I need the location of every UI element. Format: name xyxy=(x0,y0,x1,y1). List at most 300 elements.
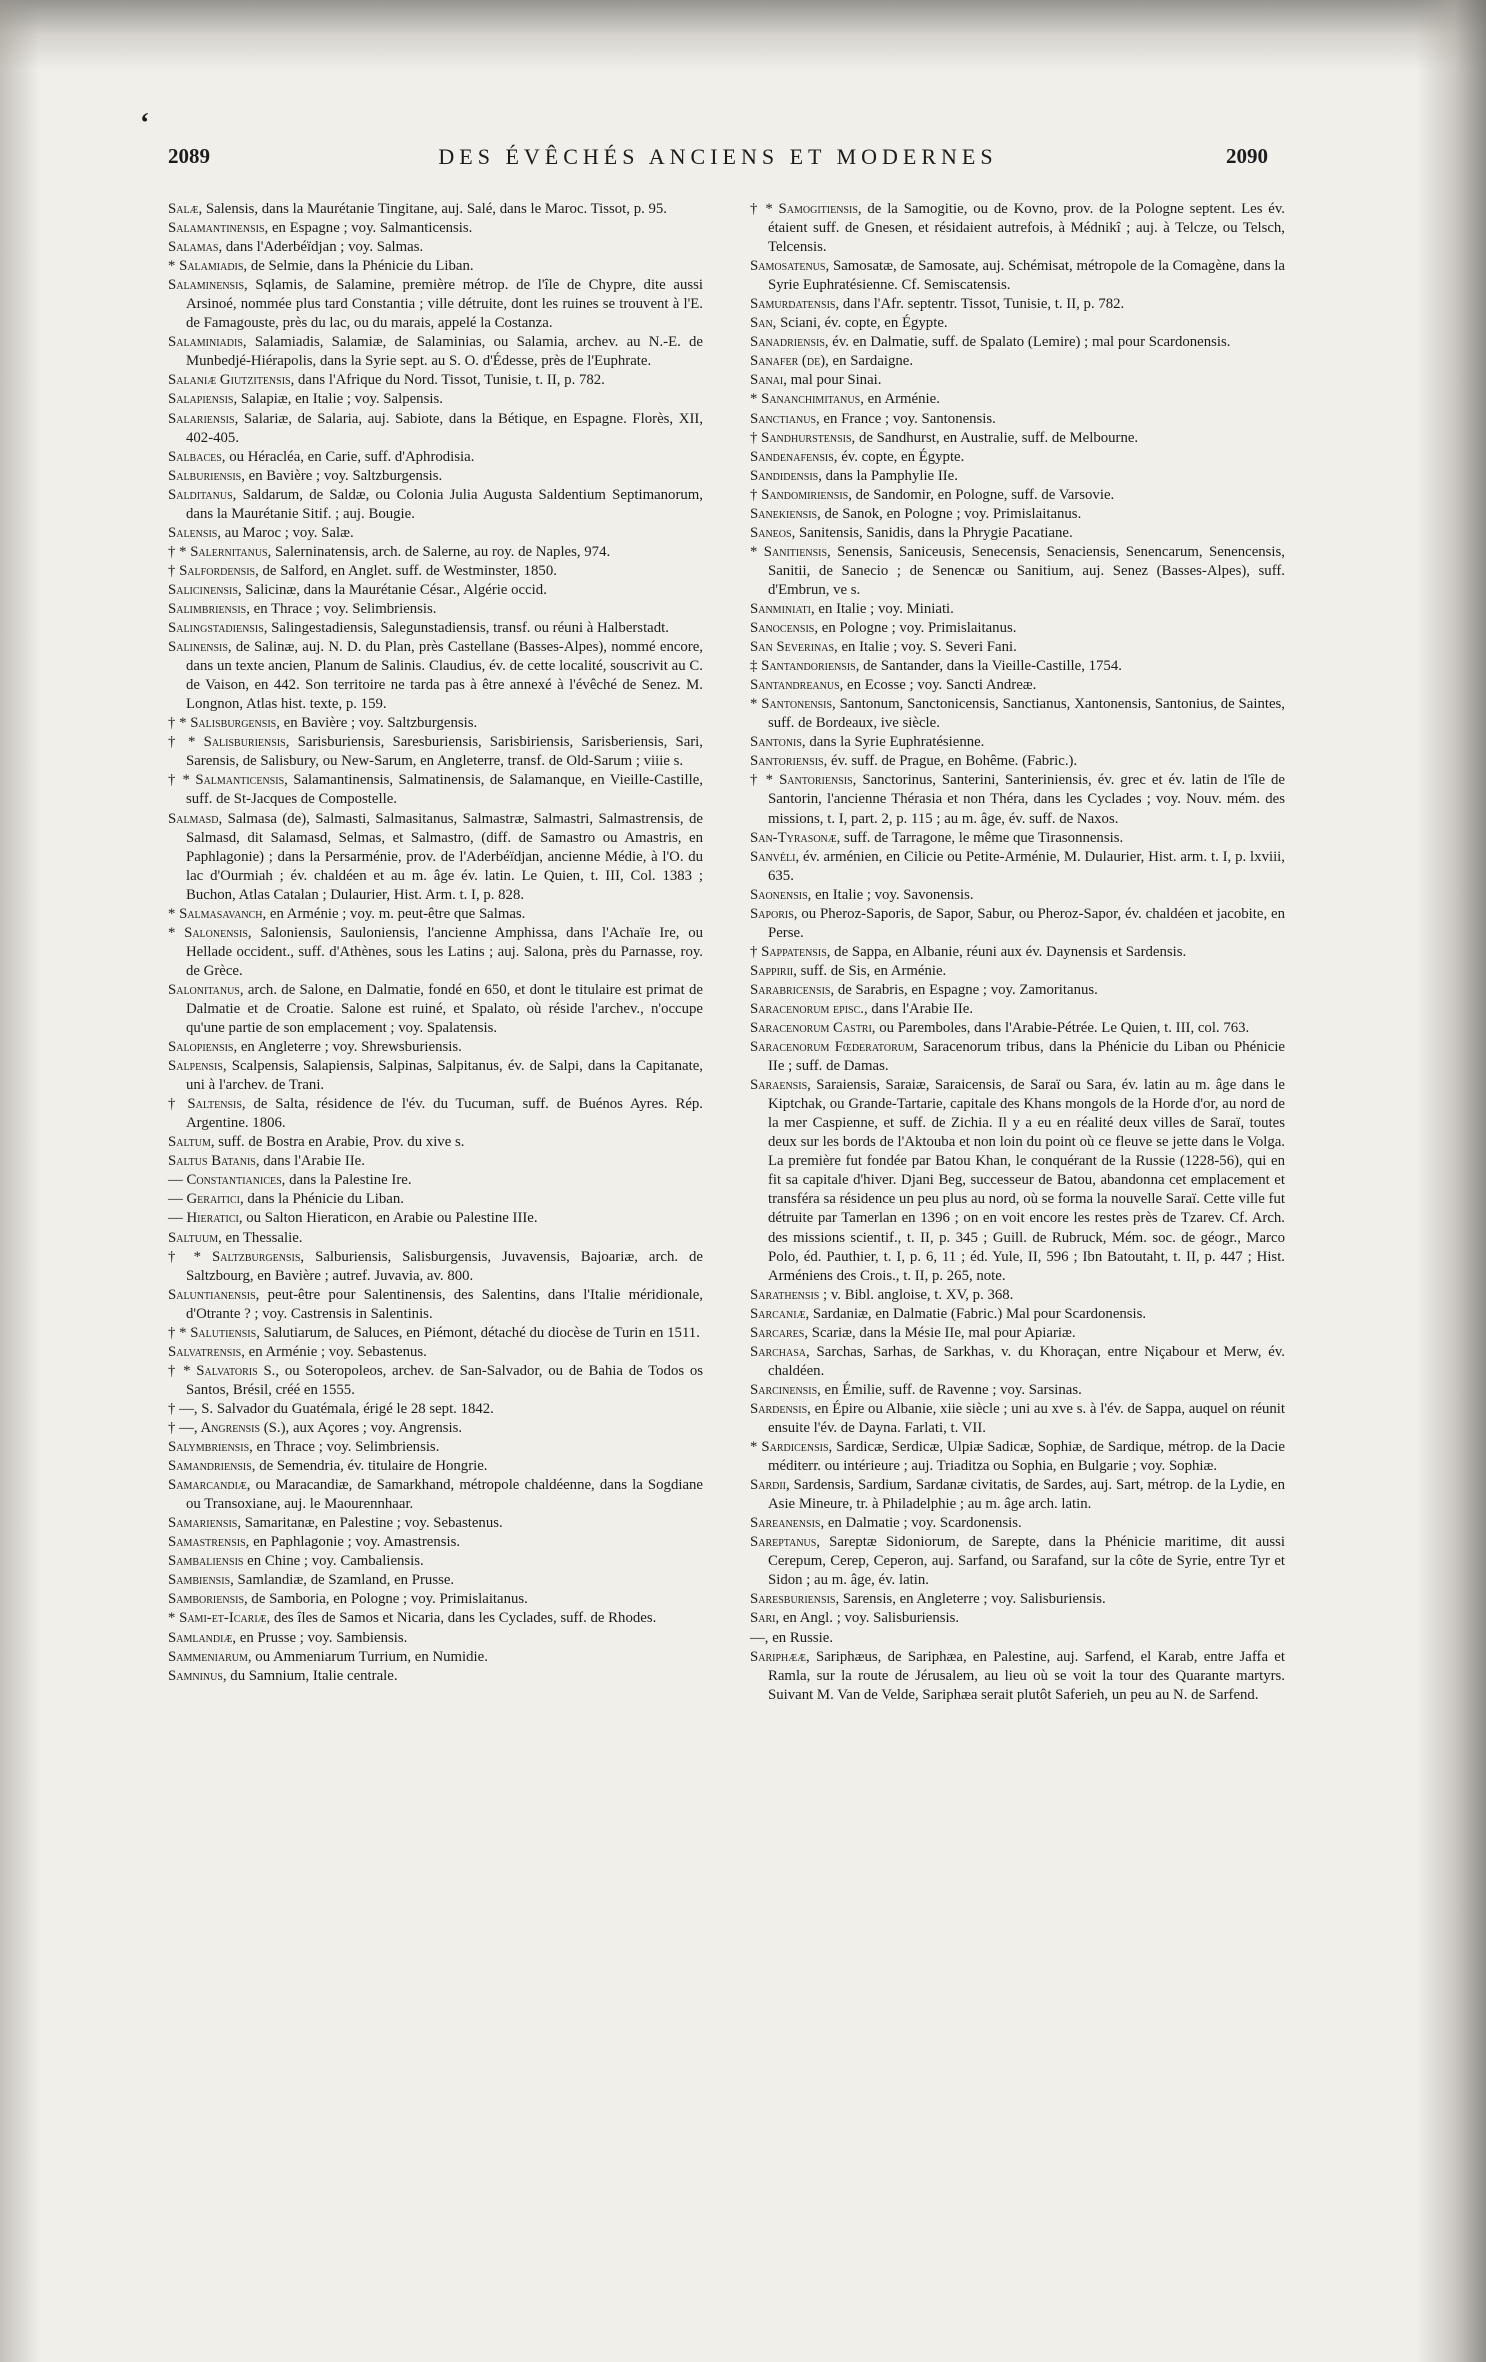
dictionary-entry xyxy=(168,1667,703,1686)
entry-text: Santonum, Sanctonicensis, Sanctianus, Xantonensis, Santonius, de Saintes, suff. de Bordeaux, ive siècle. xyxy=(768,696,1285,732)
entry-text: du Samnium, Italie centrale. xyxy=(226,1667,398,1684)
entry-text: en Thessalie. xyxy=(221,1229,303,1246)
entry-text: en Angl. ; voy. Salisburiensis. xyxy=(779,1610,960,1627)
entry-text: des îles de Samos et Nicaria, dans les Cyclades, suff. de Rhodes. xyxy=(270,1610,657,1627)
entry-headword: † * Salmanticensis, xyxy=(168,772,288,789)
entry-text: de Samboria, en Pologne ; voy. Primislaitanus. xyxy=(247,1591,528,1608)
entry-headword: * Sananchimitanus, xyxy=(750,391,864,408)
dictionary-entry xyxy=(168,810,703,905)
entry-text: en Pologne ; voy. Primislaitanus. xyxy=(818,620,1017,637)
entry-headword: — Hieratici, xyxy=(168,1210,243,1227)
dictionary-entry xyxy=(168,1590,703,1609)
entry-text: en Arménie ; voy. Sebastenus. xyxy=(244,1343,427,1360)
entry-headword: * Sardicensis, xyxy=(750,1439,833,1456)
dictionary-entry xyxy=(750,981,1285,1000)
dictionary-entry xyxy=(750,505,1285,524)
entry-headword: † * Salisburgensis, xyxy=(168,715,280,732)
dictionary-entry xyxy=(168,1343,703,1362)
dictionary-entry xyxy=(750,1038,1285,1076)
dictionary-entry xyxy=(168,1533,703,1552)
dictionary-entry xyxy=(750,886,1285,905)
dictionary-entry xyxy=(750,1400,1285,1438)
dictionary-entry xyxy=(168,1609,703,1628)
dictionary-entry xyxy=(168,733,703,771)
dictionary-entry xyxy=(750,1286,1285,1305)
dictionary-entry xyxy=(750,295,1285,314)
entry-headword: Sanadriensis, xyxy=(750,334,829,351)
entry-text: S. Salvador du Guatémala, érigé le 28 sept. 1842. xyxy=(197,1400,494,1417)
entry-text: en Thrace ; voy. Selimbriensis. xyxy=(252,1439,440,1456)
entry-text: Sanctorinus, Santerini, Santeriniensis, év. grec et év. latin de l'île de Santorin, l'ancienne Thérasia et non Théra, dans les Cyclades ; voy. Nouv. mém. des missions, t. I, part. 2, p. 115 ; au m. âge, év. suff. de Naxos. xyxy=(768,772,1285,827)
dictionary-entry xyxy=(750,200,1285,257)
dictionary-entry xyxy=(750,1343,1285,1381)
dictionary-entry xyxy=(168,1571,703,1590)
entry-text: peut-être pour Salentinensis, des Salentins, dans l'Italie méridionale, d'Otrante ? ; voy. Castrensis in Salentinis. xyxy=(186,1286,703,1322)
dictionary-entry xyxy=(168,371,703,390)
entry-headword: Saresburiensis, xyxy=(750,1591,840,1608)
entry-headword: Salamas, xyxy=(168,239,223,256)
entry-headword: * Salonensis, xyxy=(168,924,252,941)
entry-headword: Samosatenus, xyxy=(750,258,830,275)
entry-headword: Sandenafensis, xyxy=(750,448,838,465)
entry-headword: Sareanensis, xyxy=(750,1515,825,1532)
dictionary-entry xyxy=(750,962,1285,981)
dictionary-entry xyxy=(750,543,1285,600)
entry-headword: Sammeniarum, xyxy=(168,1648,252,1665)
entry-text: év. en Dalmatie, suff. de Spalato (Lemire) ; mal pour Scardonensis. xyxy=(828,334,1231,351)
dictionary-entry xyxy=(750,752,1285,771)
entry-text: en Dalmatie ; voy. Scardonensis. xyxy=(824,1515,1022,1532)
entry-headword: Sanvéli, xyxy=(750,848,800,865)
entry-headword: Samlandiæ, xyxy=(168,1629,237,1646)
dictionary-entry xyxy=(168,1476,703,1514)
entry-text: Samaritanæ, en Palestine ; voy. Sebastenus. xyxy=(241,1515,503,1532)
entry-text: Sariphæus, de Sariphæa, en Palestine, auj. Sarfend, el Karab, entre Jaffa et Ramla, sur la route de Jérusalem, au lieu où se voit la tour des Quarante martyrs. Suivant M. Van de Velde, Sariphæa serait plutôt Saferieh, un peu au N. de Sarfend. xyxy=(768,1648,1285,1703)
entry-text: v. Bibl. angloise, t. XV, p. 368. xyxy=(827,1286,1014,1303)
entry-text: de Salta, résidence de l'év. du Tucuman, suff. de Buénos Ayres. Rép. Argentine. 1806. xyxy=(186,1096,703,1132)
entry-headword: Saneos, xyxy=(750,524,796,541)
entry-headword: Salonitanus, xyxy=(168,981,244,998)
entry-text: en Paphlagonie ; voy. Amastrensis. xyxy=(249,1534,461,1551)
dictionary-entry xyxy=(168,543,703,562)
dictionary-entry xyxy=(168,1514,703,1533)
entry-text: Salamiadis, Salamiæ, de Salaminias, ou Salamia, archev. au N.-E. de Munbedjé-Hiérapolis, dans la Syrie sept. au S. O. d'Édesse, près de l'Euphrate. xyxy=(186,334,703,370)
entry-headword: ‡ Santandoriensis, xyxy=(750,658,860,675)
dictionary-entry xyxy=(168,1095,703,1133)
entry-text: év. copte, en Égypte. xyxy=(837,448,965,465)
entry-headword: Salaminiadis, xyxy=(168,334,247,351)
dictionary-entry xyxy=(750,676,1285,695)
scan-shadow-left xyxy=(0,0,40,2362)
entry-headword: † * Saltzburgensis, xyxy=(168,1248,305,1265)
entry-text: Sqlamis, de Salamine, première métrop. de l'île de Chypre, dite aussi Arsinoé, nommée plus tard Constantia ; ville détruite, dont les ruines se trouvent à l'E. de Famagouste, près du lac, ou du marais, appelé la Costanza. xyxy=(186,277,703,332)
entry-text: de Salinæ, auj. N. D. du Plan, près Castellane (Basses-Alpes), nommé encore, dans un texte ancien, Planum de Salinis. Claudius, év. de cette localité, souscrivit au C. de Vaison, en 442. Son territoire ne tarda pas à être annexé à l'évêché de Senez. M. Longnon, Atlas hist. texte, p. 159. xyxy=(186,639,703,713)
entry-text: Sardaniæ, en Dalmatie (Fabric.) Mal pour Scardonensis. xyxy=(809,1305,1147,1322)
dictionary-entry xyxy=(750,1019,1285,1038)
dictionary-entry xyxy=(750,1514,1285,1533)
entry-headword: Sariphææ, xyxy=(750,1648,810,1665)
entry-headword: * Sanitiensis, xyxy=(750,543,831,560)
entry-text: de Santander, dans la Vieille-Castille, 1754. xyxy=(859,658,1122,675)
entry-text: suff. de Bostra en Arabie, Prov. du xive s. xyxy=(214,1134,465,1151)
dictionary-entry xyxy=(168,390,703,409)
entry-headword: † Sandhurstensis, xyxy=(750,429,856,446)
entry-text: en Sardaigne. xyxy=(828,353,914,370)
dictionary-entry xyxy=(750,829,1285,848)
entry-headword: † * Salernitanus, xyxy=(168,543,272,560)
dictionary-entry xyxy=(168,238,703,257)
dictionary-entry xyxy=(168,562,703,581)
dictionary-entry xyxy=(750,524,1285,543)
entry-headword: † Salfordensis, xyxy=(168,562,259,579)
dictionary-entry xyxy=(750,657,1285,676)
entry-headword: Salariensis, xyxy=(168,410,239,427)
entry-headword: Sareptanus, xyxy=(750,1534,821,1551)
dictionary-entry xyxy=(168,410,703,448)
scan-shadow-top xyxy=(0,0,1486,70)
dictionary-entry xyxy=(168,219,703,238)
entry-headword: † * Samogitiensis, xyxy=(750,201,862,217)
entry-text: en Russie. xyxy=(768,1629,834,1646)
entry-text: dans l'Aderbéïdjan ; voy. Salmas. xyxy=(222,239,424,256)
dictionary-entry xyxy=(750,1438,1285,1476)
entry-text: de Selmie, dans la Phénicie du Liban. xyxy=(247,258,474,275)
scan-shadow-right xyxy=(1416,0,1486,2362)
dictionary-entry xyxy=(750,600,1285,619)
dictionary-entry xyxy=(750,1381,1285,1400)
running-title: DES ÉVÊCHÉS ANCIENS ET MODERNES xyxy=(438,144,998,169)
dictionary-entry xyxy=(750,410,1285,429)
entry-headword: Sappirii, xyxy=(750,962,797,979)
entry-headword: Samboriensis, xyxy=(168,1591,248,1608)
dictionary-entry xyxy=(750,448,1285,467)
entry-headword: * Salamiadis, xyxy=(168,258,248,275)
entry-text: en Chine ; voy. Cambaliensis. xyxy=(243,1553,424,1570)
entry-text: en Italie ; voy. Miniati. xyxy=(814,600,954,617)
entry-headword: Salæ, xyxy=(168,201,203,217)
dictionary-entry xyxy=(168,1438,703,1457)
entry-headword: Sanekiensis, xyxy=(750,505,821,522)
dictionary-entry xyxy=(750,1590,1285,1609)
dictionary-entry xyxy=(750,1324,1285,1343)
entry-headword: * Santonensis, xyxy=(750,696,836,713)
entry-headword: Sarcaniæ, xyxy=(750,1305,810,1322)
entry-headword: † * Santoriensis, xyxy=(750,772,857,789)
dictionary-entry xyxy=(750,905,1285,943)
entry-headword: Salburiensis, xyxy=(168,467,245,484)
dictionary-entry xyxy=(168,200,703,219)
entry-text: de Sandhurst, en Australie, suff. de Melbourne. xyxy=(855,429,1139,446)
entry-headword: Salditanus, xyxy=(168,486,237,503)
dictionary-entry xyxy=(750,333,1285,352)
entry-text: dans l'Afrique du Nord. Tissot, Tunisie, t. II, p. 782. xyxy=(294,372,605,389)
dictionary-entry xyxy=(168,1248,703,1286)
dictionary-entry xyxy=(168,981,703,1038)
entry-headword: — Constantianices, xyxy=(168,1172,286,1189)
entry-headword: Saltuum, xyxy=(168,1229,222,1246)
entry-headword: † —, xyxy=(168,1400,198,1417)
entry-headword: Samariensis, xyxy=(168,1515,242,1532)
entry-headword: Samurdatensis, xyxy=(750,296,840,313)
dictionary-entry xyxy=(750,371,1285,390)
entry-text: mal pour Sinai. xyxy=(786,372,882,389)
dictionary-entry xyxy=(750,848,1285,886)
entry-headword: Sardii, xyxy=(750,1477,790,1494)
entry-text: Salapiæ, en Italie ; voy. Salpensis. xyxy=(237,391,443,408)
entry-text: aux Açores ; voy. Angrensis. xyxy=(289,1420,463,1436)
entry-headword: Sambaliensis xyxy=(168,1553,244,1570)
entry-headword: Saonensis, xyxy=(750,886,812,903)
entry-text: Salerninatensis, arch. de Salerne, au roy. de Naples, 974. xyxy=(271,543,611,560)
dictionary-entry xyxy=(168,1209,703,1228)
entry-text: ou Pheroz-Saporis, de Sapor, Sabur, ou Pheroz-Sapor, év. chaldéen et jacobite, en Perse. xyxy=(768,905,1285,941)
entry-text: Scariæ, dans la Mésie IIe, mal pour Apiariæ. xyxy=(808,1324,1076,1341)
entry-headword: Santandreanus, xyxy=(750,677,844,694)
dictionary-entry xyxy=(750,486,1285,505)
dictionary-entry xyxy=(168,1419,703,1438)
entry-text: ou Soteropoleos, archev. de San-Salvador, ou de Bahia de Todos os Santos, Brésil, créé en 1555. xyxy=(186,1362,703,1398)
entry-text: de Salford, en Anglet. suff. de Westminster, 1850. xyxy=(258,562,557,579)
entry-text: Salingestadiensis, Salegunstadiensis, transf. ou réuni à Halberstadt. xyxy=(267,620,669,637)
entry-text: de Sappa, en Albanie, réuni aux év. Daynensis et Sardensis. xyxy=(830,943,1187,960)
entry-headword: † Saltensis, xyxy=(168,1096,246,1113)
entry-headword: Salicinensis, xyxy=(168,581,242,598)
entry-text: dans la Palestine Ire. xyxy=(285,1172,412,1189)
entry-text: dans l'Arabie IIe. xyxy=(867,1000,974,1017)
entry-headword: † Sappatensis, xyxy=(750,943,831,960)
dictionary-entry xyxy=(168,1190,703,1209)
dictionary-entry xyxy=(168,600,703,619)
entry-headword: Santoriensis, xyxy=(750,753,828,770)
entry-headword: Salymbriensis, xyxy=(168,1439,253,1456)
entry-headword: Salpensis, xyxy=(168,1058,227,1075)
entry-headword: Sanctianus, xyxy=(750,410,820,427)
dictionary-entry xyxy=(168,1629,703,1648)
dictionary-entry xyxy=(168,638,703,714)
entry-headword: Salbaces, xyxy=(168,448,226,465)
entry-headword: Saltum, xyxy=(168,1134,215,1151)
dictionary-entry xyxy=(168,1648,703,1667)
ink-mark: ‘ xyxy=(140,108,150,139)
entry-text: de Sandomir, en Pologne, suff. de Varsovie. xyxy=(851,486,1115,503)
entry-text: Sarensis, en Angleterre ; voy. Salisburiensis. xyxy=(839,1591,1106,1608)
entry-text: dans l'Arabie IIe. xyxy=(259,1153,365,1170)
entry-text: Sciani, év. copte, en Égypte. xyxy=(776,315,948,332)
entry-text: en Ecosse ; voy. Sancti Andreæ. xyxy=(843,677,1037,694)
entry-text: suff. de Sis, en Arménie. xyxy=(796,962,947,979)
dictionary-entry xyxy=(750,1609,1285,1628)
dictionary-entry xyxy=(750,619,1285,638)
entry-headword: Sarchasa, xyxy=(750,1343,810,1360)
entry-text: Salutiarum, de Saluces, en Piémont, détaché du diocèse de Turin en 1511. xyxy=(259,1324,700,1341)
dictionary-entry xyxy=(168,448,703,467)
entry-headword: Saracenorum episc., xyxy=(750,1000,868,1017)
entry-headword: Sandidensis, xyxy=(750,467,822,484)
entry-headword: —, xyxy=(750,1629,769,1646)
entry-headword: Sari, xyxy=(750,1610,780,1627)
dictionary-entry xyxy=(168,1362,703,1400)
entry-text: en Espagne ; voy. Salmanticensis. xyxy=(268,220,473,237)
entry-text: Saloniensis, Sauloniensis, l'ancienne Amphissa, dans l'Achaïe Ire, ou Hellade occident., suff. d'Athènes, sous les Latins ; auj. Salona, près du Parnasse, roy. de Grèce. xyxy=(186,924,703,979)
entry-text: dans l'Afr. septentr. Tissot, Tunisie, t. II, p. 782. xyxy=(839,296,1125,313)
entry-headword: Salvatrensis, xyxy=(168,1343,245,1360)
entry-text: Sareptæ Sidoniorum, de Sarepte, dans la Phénicie maritime, dit aussi Cerepum, Cerep, Ceperon, auj. Sarfand, ou Sarafand, sur la côte de Syrie, entre Tyr et Sidon ; au m. âge, év. latin. xyxy=(768,1534,1285,1589)
entry-headword: Sanminiati, xyxy=(750,600,815,617)
entry-headword: San-Tyrasonæ, xyxy=(750,829,841,846)
entry-text: de Sarabris, en Espagne ; voy. Zamoritanus. xyxy=(834,981,1098,998)
entry-text: en France ; voy. Santonensis. xyxy=(819,410,996,427)
entry-headword: Saraensis, xyxy=(750,1077,811,1094)
entry-text: Senensis, Saniceusis, Senecensis, Senaciensis, Senencarum, Senencensis, Sanitii, de Sanecio ; de Senencæ ou Sanitium, auj. Senez (Basses-Alpes), suff. d'Embrun, ve s. xyxy=(768,543,1286,598)
dictionary-entry xyxy=(750,352,1285,371)
right-column-number: 2090 xyxy=(1226,144,1268,168)
dictionary-entry xyxy=(168,771,703,809)
entry-headword: Salinensis, xyxy=(168,639,232,656)
entry-text: ou Paremboles, dans l'Arabie-Pétrée. Le Quien, t. III, col. 763. xyxy=(875,1020,1250,1037)
entry-headword: * Sami-et-Icariæ, xyxy=(168,1610,271,1627)
dictionary-entry xyxy=(168,524,703,543)
entry-text: év. suff. de Prague, en Bohême. (Fabric.). xyxy=(827,753,1078,770)
dictionary-entry xyxy=(168,1286,703,1324)
entry-text: suff. de Tarragone, le même que Tirasonnensis. xyxy=(840,829,1124,846)
entry-text: en Épire ou Albanie, xiie siècle ; uni au xve s. à l'év. de Sappa, auquel on réunit ensuite l'év. de Dayna. Farlati, t. VII. xyxy=(768,1400,1285,1436)
dictionary-entry xyxy=(750,1076,1285,1286)
entry-headword: Saluntianensis, xyxy=(168,1286,260,1303)
entry-text: en Bavière ; voy. Saltzburgensis. xyxy=(279,715,478,732)
entry-headword: Samandriensis, xyxy=(168,1458,256,1475)
entry-headword: Sarcinensis, xyxy=(750,1381,821,1398)
dictionary-entry xyxy=(750,314,1285,333)
dictionary-entry xyxy=(168,1457,703,1476)
dictionary-entry xyxy=(168,1400,703,1419)
entry-text: év. arménien, en Cilicie ou Petite-Arménie, M. Dulaurier, Hist. arm. t. I, p. lxviii, 635. xyxy=(768,848,1285,884)
dictionary-entry xyxy=(750,733,1285,752)
entry-text: dans la Pamphylie IIe. xyxy=(821,467,958,484)
entry-headword: San, xyxy=(750,315,777,332)
entry-headword: Salingstadiensis, xyxy=(168,620,268,637)
entry-text: Saraiensis, Saraiæ, Saraicensis, de Saraï ou Sara, év. latin au m. âge dans le Kiptchak, ou Grande-Tartarie, capitale des Khans mongols de la Horde d'or, au nord de la mer Caspienne, et suff. de Zichia. Il y a eu en réalité deux villes de Saraï, toutes deux sur les bords de l'Aktouba et non loin du point où ce fleuve se jette dans le Volga. La première fut fondée par Batou Khan, le conquérant de la Russie (1228-56), qui en fit sa capitale d'hiver. Djani Beg, successeur de Batou, abandonna cet emplacement et transféra sa résidence un peu plus au nord, où se forma la nouvelle Saraï. Cette ville fut détruite par Tamerlan en 1396 ; on en voit encore les restes près de Tzarev. Cf. Arch. des missions scientif., t. II, p. 345 ; Guill. de Rubruck, Mém. soc. de géogr., Marco Polo, éd. Pauthier, t. I, p. 6, 11 ; éd. Yule, II, 596 ; Ibn Batoutaht, t. II, p. 447 ; Hist. Arméniens des Crois., t. II, p. 265, note. xyxy=(768,1077,1285,1284)
entry-text: ou Salton Hieraticon, en Arabie ou Palestine IIIe. xyxy=(242,1210,538,1227)
entry-text: de Sanok, en Pologne ; voy. Primislaitanus. xyxy=(820,505,1082,522)
dictionary-entry xyxy=(750,1533,1285,1590)
entry-headword: Samarcandiæ, xyxy=(168,1477,251,1494)
entry-text: en Émilie, suff. de Ravenne ; voy. Sarsinas. xyxy=(820,1381,1082,1398)
entry-text: Samosatæ, de Samosate, auj. Schémisat, métropole de la Comagène, dans la Syrie Euphratésienne. Cf. Semiscatensis. xyxy=(768,258,1285,294)
entry-headword: Salapiensis, xyxy=(168,391,238,408)
entry-text: ou Ammeniarum Turrium, en Numidie. xyxy=(251,1648,488,1665)
entry-headword: Santonis, xyxy=(750,734,806,751)
entry-headword: Samninus, xyxy=(168,1667,227,1684)
entry-headword: Sambiensis, xyxy=(168,1572,234,1589)
entry-headword: San Severinas, xyxy=(750,639,838,656)
entry-text: de Semendria, év. titulaire de Hongrie. xyxy=(255,1458,488,1475)
dictionary-entry xyxy=(168,619,703,638)
dictionary-entry xyxy=(750,1305,1285,1324)
entry-headword: Salopiensis, xyxy=(168,1039,238,1056)
dictionary-entry xyxy=(750,638,1285,657)
dictionary-entry xyxy=(168,714,703,733)
dictionary-entry xyxy=(750,467,1285,486)
dictionary-entry xyxy=(750,1000,1285,1019)
entry-headword: † —, Angrensis (S.), xyxy=(168,1420,290,1436)
entry-headword: Sanafer (de), xyxy=(750,353,829,370)
entry-text: Sardensis, Sardium, Sardanæ civitatis, de Sardes, auj. Sart, métrop. de la Lydie, en Asie Mineure, tr. à Philadelphie ; au m. âge arch. latin. xyxy=(768,1477,1285,1513)
right-column xyxy=(750,200,1285,1705)
dictionary-entry xyxy=(168,276,703,333)
entry-headword: Sarabricensis, xyxy=(750,981,835,998)
dictionary-entry xyxy=(168,905,703,924)
entry-headword: Sarathensis ; xyxy=(750,1286,828,1303)
entry-text: en Arménie ; voy. m. peut-être que Salmas. xyxy=(266,905,526,922)
dictionary-entry xyxy=(750,390,1285,409)
entry-headword: Salensis, xyxy=(168,524,222,541)
entry-text: dans la Phénicie du Liban. xyxy=(243,1191,404,1208)
entry-text: en Bavière ; voy. Saltzburgensis. xyxy=(244,467,443,484)
entry-headword: Sarcares, xyxy=(750,1324,809,1341)
dictionary-entry xyxy=(168,1133,703,1152)
entry-headword: Salaniæ Giutzitensis, xyxy=(168,372,295,389)
entry-text: Sardicæ, Serdicæ, Ulpiæ Sadicæ, Sophiæ, de Sardique, métrop. de la Dacie méditerr. ou intérieure ; auj. Triaditza ou Sophia, en Bulgarie ; voy. Sophiæ. xyxy=(768,1439,1285,1475)
dictionary-entry xyxy=(750,695,1285,733)
entry-text: Saracenorum tribus, dans la Phénicie du Liban ou Phénicie IIe ; suff. de Damas. xyxy=(768,1039,1285,1075)
entry-text: Salensis, dans la Maurétanie Tingitane, auj. Salé, dans le Maroc. Tissot, p. 95. xyxy=(202,201,667,217)
entry-text: Saldarum, de Saldæ, ou Colonia Julia Augusta Saldentium Septimanorum, dans la Maurétanie Sitif. ; auj. Bougie. xyxy=(186,486,703,522)
entry-headword: Saracenorum Fœderatorum, xyxy=(750,1039,918,1056)
dictionary-entry xyxy=(750,1629,1285,1648)
dictionary-entry xyxy=(168,1229,703,1248)
dictionary-entry xyxy=(168,1552,703,1571)
entry-headword: Samastrensis, xyxy=(168,1534,250,1551)
entry-text: ou Maracandiæ, de Samarkhand, métropole chaldéenne, dans la Sogdiane ou Transoxiane, auj. le Maourennhaar. xyxy=(186,1477,703,1513)
entry-headword: Saporis, xyxy=(750,905,798,922)
entry-text: en Arménie. xyxy=(863,391,940,408)
entry-text: Samlandiæ, de Szamland, en Prusse. xyxy=(233,1572,455,1589)
dictionary-entry xyxy=(168,1057,703,1095)
entry-text: Sarisburiensis, Saresburiensis, Sarisbiriensis, Sarisberiensis, Sari, Sarensis, de Salisbury, ou New-Sarum, en Angleterre, transf. de Old-Sarum ; viiie s. xyxy=(186,734,703,770)
entry-headword: Saracenorum Castri, xyxy=(750,1020,876,1037)
entry-headword: Saltus Batanis, xyxy=(168,1153,260,1170)
dictionary-entry xyxy=(750,1476,1285,1514)
entry-headword: Sanai, xyxy=(750,372,787,389)
entry-headword: Salimbriensis, xyxy=(168,600,250,617)
entry-text: en Italie ; voy. Savonensis. xyxy=(811,886,974,903)
dictionary-entry xyxy=(168,1324,703,1343)
entry-text: Salamantinensis, Salmatinensis, de Salamanque, en Vieille-Castille, suff. de St-Jacques de Compostelle. xyxy=(186,772,703,808)
entry-headword: — Geraitici, xyxy=(168,1191,244,1208)
entry-text: au Maroc ; voy. Salæ. xyxy=(221,524,354,541)
dictionary-entry xyxy=(168,333,703,371)
dictionary-entry xyxy=(750,943,1285,962)
dictionary-entry xyxy=(750,257,1285,295)
entry-text: Sarchas, Sarhas, de Sarkhas, v. du Khoraçan, entre Niçabour et Merw, év. chaldéen. xyxy=(768,1343,1285,1379)
dictionary-entry xyxy=(168,467,703,486)
dictionary-entry xyxy=(750,1648,1285,1705)
entry-text: Salburiensis, Salisburgensis, Juvavensis, Bajoariæ, arch. de Saltzbourg, en Bavière ; autref. Juvavia, av. 800. xyxy=(186,1248,703,1284)
dictionary-entry xyxy=(168,1152,703,1171)
entry-headword: Salamantinensis, xyxy=(168,220,269,237)
dictionary-entry xyxy=(168,1038,703,1057)
entry-text: ou Héracléa, en Carie, suff. d'Aphrodisia. xyxy=(225,448,475,465)
entry-text: Salicinæ, dans la Maurétanie César., Algérie occid. xyxy=(241,581,547,598)
dictionary-entry xyxy=(750,771,1285,828)
entry-text: en Italie ; voy. S. Severi Fani. xyxy=(837,639,1017,656)
entry-headword: † * Salutiensis, xyxy=(168,1324,260,1341)
entry-text: Salariæ, de Salaria, auj. Sabiote, dans la Bétique, en Espagne. Florès, XII, 402-405. xyxy=(186,410,703,446)
dictionary-entry xyxy=(750,429,1285,448)
entry-text: Scalpensis, Salapiensis, Salpinas, Salpitanus, év. de Salpi, dans la Capitanate, uni à l'archev. de Trani. xyxy=(186,1058,703,1094)
entry-text: dans la Syrie Euphratésienne. xyxy=(805,734,985,751)
dictionary-entry xyxy=(168,1171,703,1190)
